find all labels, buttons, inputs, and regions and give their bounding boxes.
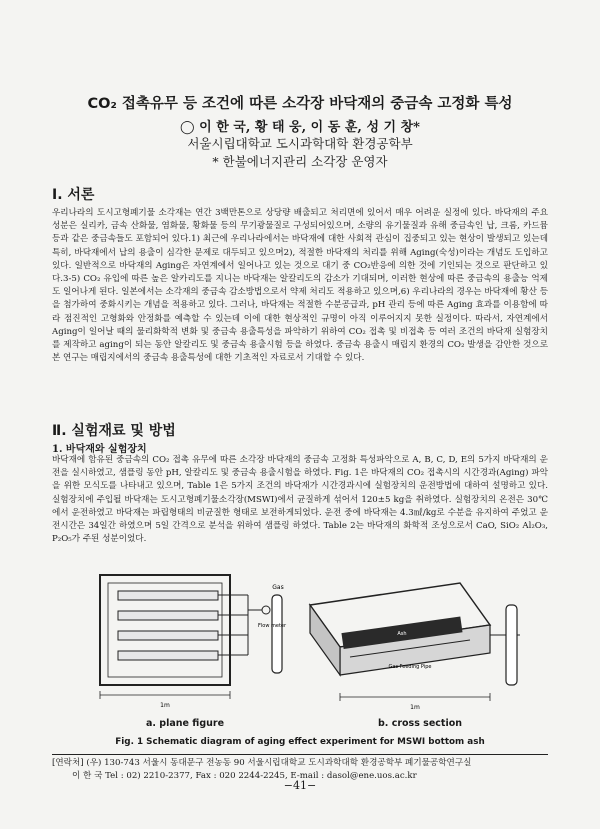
cross-section-diagram (310, 583, 520, 701)
figure-1 (0, 565, 600, 715)
gas-label: Gas (272, 584, 284, 591)
affiliation-1: 서울시립대학교 도시과학대학 환경공학부 (187, 136, 413, 151)
figure-1-drawing (0, 565, 600, 715)
plane-figure-diagram (100, 575, 282, 699)
figure-caption: Fig. 1 Schematic diagram of aging effect experiment for MSWI bottom ash (115, 737, 485, 747)
section-heading-methods: Ⅱ. 실험재료 및 방법 (52, 423, 176, 439)
subsection-heading: 1. 바닥재와 실험장치 (52, 444, 147, 455)
methods-paragraph (52, 454, 548, 546)
gas-pipe-label: Gas Feeding Pipe (388, 664, 432, 670)
intro-text: 우리나라의 도시고형폐기물 소각재는 연간 3백만톤으로 상당량 배출되고 처리면에 있어서 매우 어려운 실정에 있다. 바닥재의 주요 성분은 실리카, 금속 산화물, 염화물, 황화물 등의 무기광물질로 구성되어있으며, 소량의 유기물질과 유해 중금속인 납, 크롬, 카드뮴 등과 같은 중금속들도 포함되어 있다.1) 최근에 우리나라에서는 바닥재에 대한 사회적 관심이 집중되고 있는 현상이 발생되고 있는데 특히, 바닥재에서 납의 용출이 심각한 문제로 대두되고 있으며2), 적절한 바닥재의 처리를 위해 Aging(숙성)이라는 개념도 도입하고 있다. 일반적으로 바닥재의 Aging은 자연계에서 일어나고 있는 것으로 대기 중 CO₂반응에 의한 것에 기인되는 것으로 판단하고 있다.3-5) CO₂ 유입에 따른 높은 알카리도를 지니는 바닥재는 알칼리도의 감소가 기대되며, 이러한 현상에 따른 중금속의 용출능 억제도 일어나게 된다. 일본에서는 소각재의 중금속 감소방법으로서 약제 처리도 적용하고 있으며,6) 우리나라의 경우는 바닥재에 황산 등을 첨가하여 중화시키는 개념을 적용하고 있다. 그러나, 바닥재는 적절한 수분공급과, pH 관리 등에 따른 Aging 효과를 이용함에 따라 점진적인 고형화와 안정화를 예측할 수 있는데 이에 대한 현상적인 규명이 아직 이루어지지 못한 실정이다. 따라서, 자연계에서 Aging이 일어날 때의 물리화학적 변화 및 중금속 용출특성을 파악하기 위하여 CO₂ 접촉 및 비접촉 등 여러 조건의 바닥재 실험장치를 제작하고 aging이 되는 동안 알칼리도 및 중금속 용출시험 등을 하였다. 중금속 용출시 매립지 환경의 CO₂ 발생을 감안한 것으로 본 연구는 매립지에서의 중금속 용출특성에 대한 기초적인 자료로서 기대할 수 있다. (52, 208, 548, 364)
contact-line-2: 이 한 국 Tel : 02) 2210-2377, Fax : 020 2244-2245, E-mail : dasol@ene.uos.ac.kr (72, 771, 417, 781)
author-list: ◯ 이 한 국, 황 태 웅, 이 동 훈, 성 기 창* (180, 120, 420, 135)
contact-line-1: [연락처] (우) 130-743 서울시 동대문구 전농동 90 서울시립대학교 도시과학대학 환경공학부 폐기물공학연구실 (52, 758, 472, 768)
flow-meter-label: Flow meter (258, 623, 287, 629)
affiliation-2: * 한불에너지관리 소각장 운영자 (212, 154, 388, 169)
footer-divider (52, 754, 548, 755)
ash-label: Ash (397, 631, 407, 637)
methods-text: 바닥재에 함유된 중금속의 CO₂ 접촉 유무에 따른 소각장 바닥재의 중금속 고정화 특성파악으로 A, B, C, D, E의 5가지 바닥재의 운전을 실시하였고, 샘플링 동안 pH, 알칼리도 및 중금속 용출시험을 하였다. Fig. 1은 바닥재의 CO₂ 접촉시의 시간경과(Aging) 파악을 위한 모식도를 나타내고 있으며, Table 1은 5가지 조건의 바닥재가 시간경과시에 실험장치의 운전방법에 대하여 설명하고 있다. 실험장치에 주입될 바닥재는 도시고형폐기물소각장(MSWI)에서 균질하게 섞어서 120±5 kg을 취하였다. 실험장치의 온전은 30℃에서 운전하였고 바닥재는 파립형태의 비균질한 형태로 보전하게되었다. 운전 중에 바닥재는 4.3㎖/kg로 수분을 유지하여 주었고 운전시간은 34일간 하였으며 5일 간격으로 분석을 위하여 샘플링 하였다. Table 2는 바닥재의 화학적 조성으로서 CaO, SiO₂ Al₂O₃, P₂O₅가 주된 성분이었다. (52, 455, 548, 545)
subfigure-a-label: a. plane figure (145, 718, 225, 729)
intro-paragraph (52, 207, 548, 365)
paper-title: CO₂ 접촉유무 등 조건에 따른 소각장 바닥재의 중금속 고정화 특성 (87, 96, 513, 112)
subfigure-b-label: b. cross section (378, 718, 462, 729)
right-dimension-label: 1m (410, 704, 420, 711)
left-dimension-label: 1m (160, 702, 170, 709)
section-heading-intro: Ⅰ. 서론 (52, 187, 95, 203)
page-number: −41− (283, 779, 317, 792)
